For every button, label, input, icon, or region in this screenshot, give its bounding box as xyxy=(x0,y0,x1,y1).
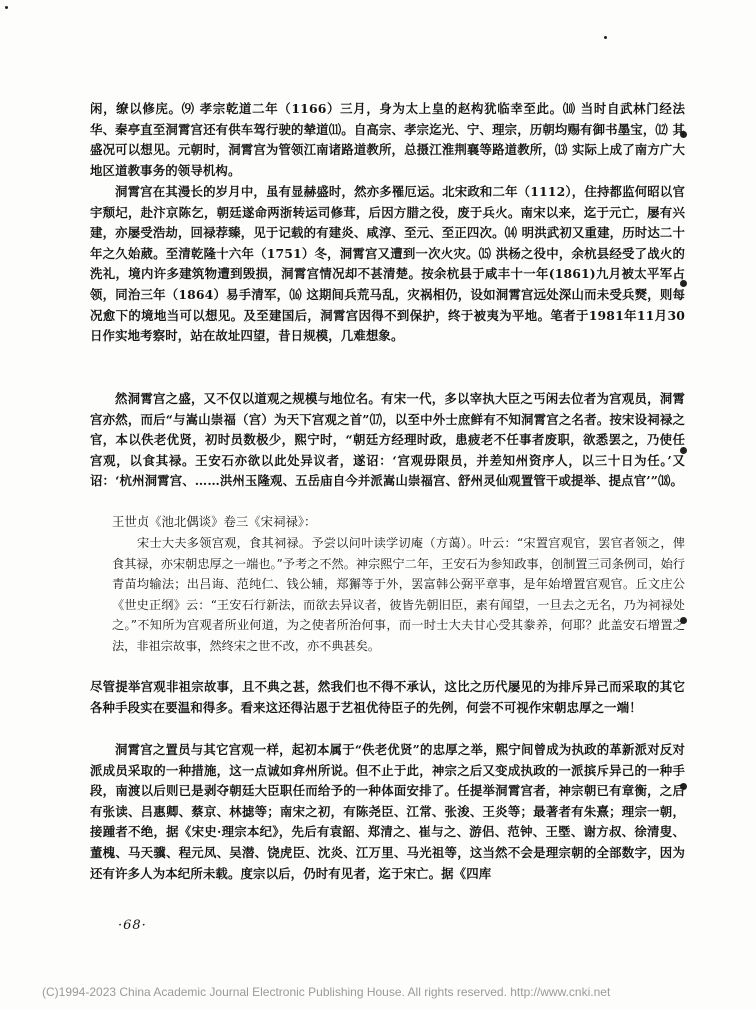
page-number: ·68· xyxy=(118,918,147,933)
quote-source: 王世贞《池北偶谈》卷三《宋祠禄》： xyxy=(112,514,317,529)
scan-speck xyxy=(5,6,8,9)
paragraph-5: 洞霄宫之置员与其它宫观一样，起初本属于“佚老优贤”的忠厚之举，熙宁间曾成为执政的革新派对反对派成员采取的一种措施，这一点诚如弇州所说。但不止于此，神宗之后又变成执政的一派摈斥异己的一种手段，南渡以后则已是剥夺朝廷大臣职任而给予的一种体面安排了。任提举洞霄宫者，神宗朝已有章衡，之后有张读、吕惠卿、蔡京、林摅等；南宋之初，有陈尧臣、江常、张浚、王炎等；最著者有朱熹；理宗一朝，接踵者不绝，据《宋史·理宗本纪》，先后有袁韶、郑清之、崔与之、游侣、范钟、王塈、谢方叔、徐清叟、董槐、马天骥、程元凤、吴潜、饶虎臣、沈炎、江万里、马光祖等，这当然不会是理宗朝的全部数字，因为还有许多人为本纪所未载。度宗以后，仍时有见者，迄于宋亡。据《四库 xyxy=(90,742,685,881)
quote-body: 宋士大夫多领宫观，食其祠禄。予尝以问叶读学讱庵（方蔼）。叶云：“宋置宫观官，罢官者领之，俾食其禄，亦宋朝忠厚之一端也。”予考之不然。神宗熙宁二年，王安石为参知政事，创制置三司条例司，始行青苗均输法；出吕诲、范纯仁、钱公辅，郑獬等于外，罢富韩公弼平章事，是年始增置宫观官。丘文庄公《世史正纲》云：“王安石行新法，而欲去异议者，彼皆先朝旧臣，素有闻望，一旦去之无名，乃为祠禄处之。”不知所为宫观者所业何道，为之使者所治何事，而一时士大夫甘心受其豢养，何耶？此盖安石增置之法，非祖宗故事，然终宋之世不改，亦不典甚矣。 xyxy=(112,536,685,653)
copyright-footer: (C)1994-2023 China Academic Journal Electronic Publishing House. All rights reserved. http://www.cnki.net xyxy=(42,985,611,999)
paragraph-3: 然洞霄宫之盛，又不仅以道观之规模与地位名。有宋一代，多以宰执大臣之丐闲去位者为宫观员，洞霄宫亦然，而后“与嵩山崇福（宫）为天下宫观之首”⒄，以至中外士庶鲜有不知洞霄宫之名者。按宋设祠禄之官，本以佚老优贤，初时员数极少，熙宁时，“朝廷方经理时政，患疲老不任事者废职，欲悉罢之，乃使任宫观，以食其禄。王安石亦欲以此处异议者，遂诏：‘宫观毋限员，并差知州资序人，以三十日为任。’又诏：‘杭州洞霄宫、……洪州玉隆观、五岳庙自今并派嵩山崇福宫、舒州灵仙观置管干或提举、提点官’”⒅。 xyxy=(90,391,685,489)
paragraph-4: 尽管提举宫观非祖宗故事，且不典之甚，然我们也不得不承认，这比之历代屡见的为排斥异己而采取的其它各种手段实在要温和得多。看来这还得沾恩于艺祖优待臣子的先例，何尝不可视作宋朝忠厚之一端！ xyxy=(90,679,685,715)
paragraph-2: 洞霄宫在其漫长的岁月中，虽有显赫盛时，然亦多罹厄运。北宋政和二年（1112），住持都监何昭以官宇颓圮，赴汴京陈乞，朝廷遂命两浙转运司修茸，后因方腊之役，废于兵火。南宋以来，迄于元亡，屡有兴建，亦屡受浩劫，回禄荐臻，见于记载的有建炎、咸淳、至元、至正四次。⒁ 明洪武初又重建，历时达二十年之久始葳。至清乾隆十六年（1751）冬，洞霄宫又遭到一次火灾。⒂ 洪杨之役中，余杭县经受了战火的洗礼，境内许多建筑物遭到毁损，洞霄宫情况却不甚清楚。按余杭县于咸丰十一年(1861)九月被太平军占领，同治三年（1864）易手清军，⒃ 这期间兵荒马乱，灾祸相仍，设如洞霄宫远处深山而未受兵燹，则每况愈下的境地当可以想见。及至建国后，洞霄宫因得不到保护，终于被夷为平地。笔者于1981年11月30日作实地考察时，站在故址四望，昔日规模，几难想象。 xyxy=(90,184,685,344)
scan-speck xyxy=(604,36,607,39)
paragraph-1: 闲，缭以修庑。⑼ 孝宗乾道二年（1166）三月，身为太上皇的赵构犹临幸至此。⑽ 当时自武林门经法华、秦亭直至洞霄宫还有供车驾行驶的辇道⑾。自高宗、孝宗迄光、宁、理宗，历朝均赐有御书墨宝，⑿ 其盛况可以想见。元朝时，洞霄宫为管领江南诸路道教所，总摄江淮荆襄等路道教所，⒀ 实际上成了南方广大地区道教事务的领导机构。 xyxy=(90,101,685,178)
